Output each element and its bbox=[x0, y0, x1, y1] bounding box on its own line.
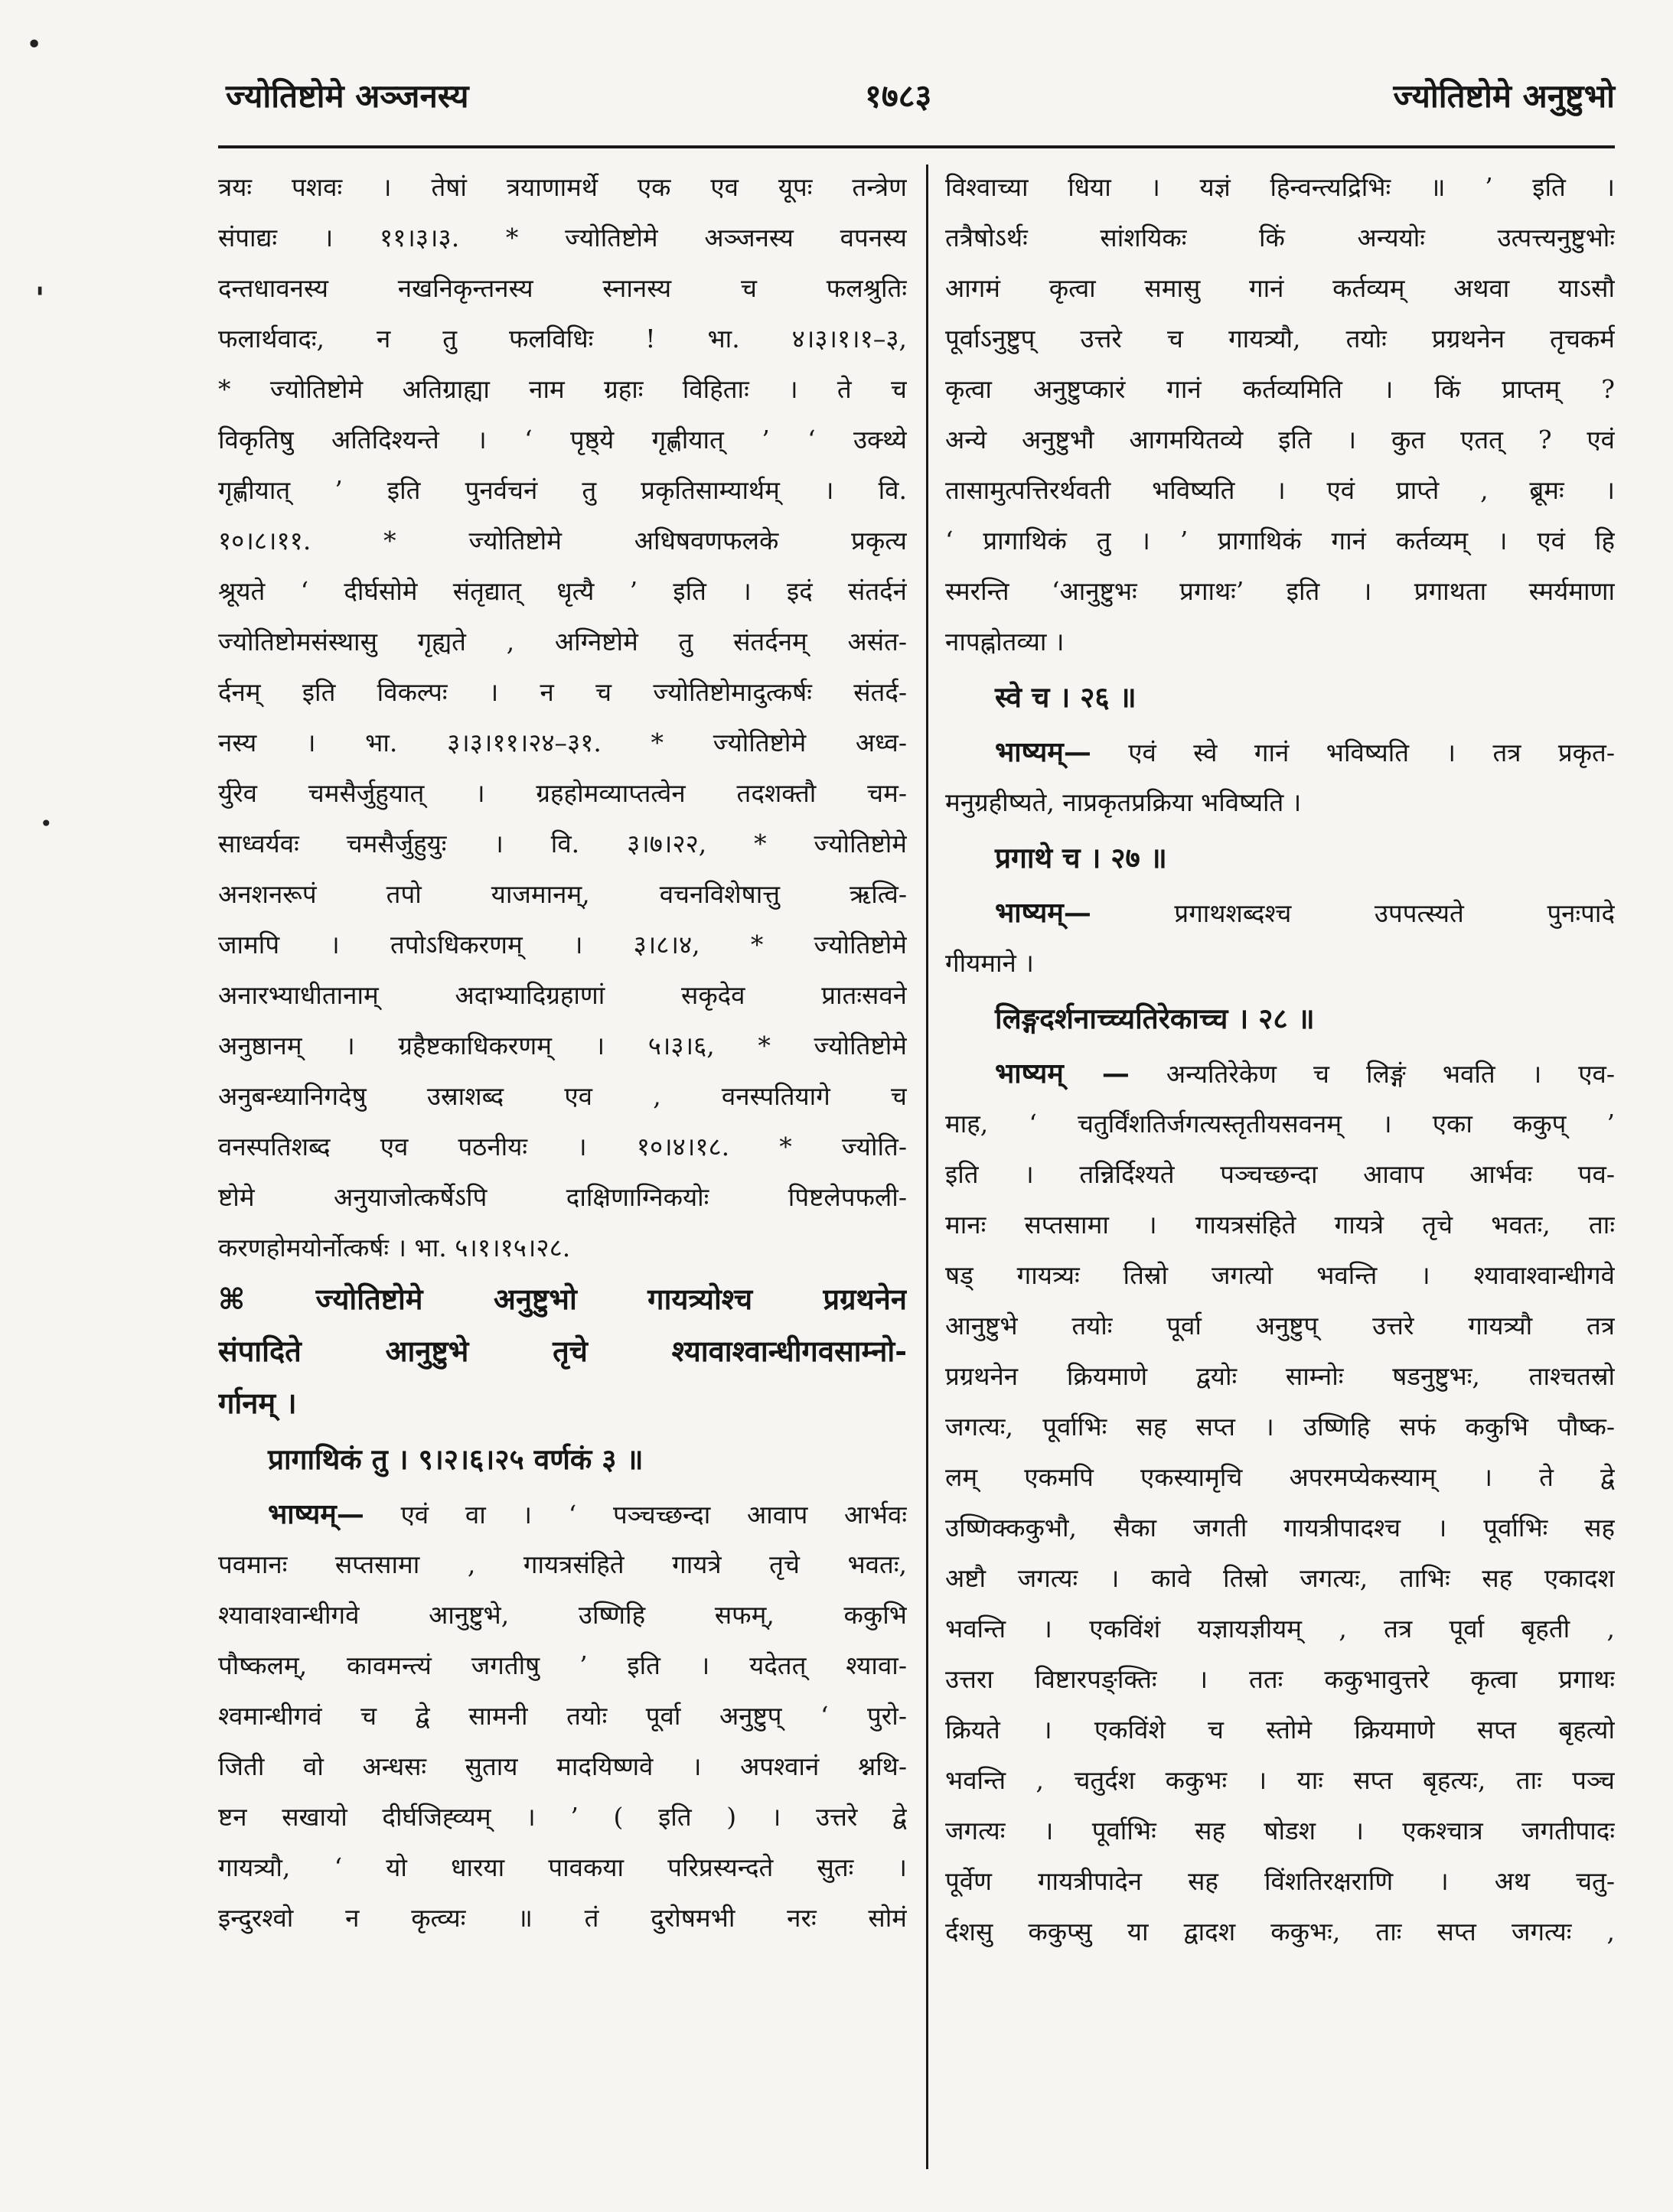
header-rule bbox=[218, 145, 1615, 148]
bhashya-label: भाष्यम्— bbox=[995, 736, 1091, 768]
bhashya-text: प्रगाथशब्दश्च उपपत्स्यते पुनःपादे bbox=[1174, 898, 1615, 928]
page-header bbox=[218, 73, 1615, 135]
text-line: अन्ये अनुष्टुभौ आगमयितव्ये इति । कुत एतत् ? एवं bbox=[945, 425, 1615, 454]
text-line: आगमं कृत्वा समासु गानं कर्तव्यम् अथवा याऽसौ bbox=[945, 273, 1615, 303]
text-line: नस्य । भा. ३।३।११।२४–३१. * ज्योतिष्टोमे अध्व- bbox=[218, 728, 907, 757]
bhashya-text: अन्यतिरेकेण च लिङ्गं भवति । एव- bbox=[1166, 1059, 1615, 1089]
text-line: पौष्कलम्, कावमन्त्यं जगतीषु ’ इति । यदेतत् श्यावा- bbox=[218, 1650, 907, 1680]
text-line: षड् गायत्र्यः तिस्रो जगत्यो भवन्ति । श्यावाश्वान्धीगवे bbox=[945, 1260, 1615, 1290]
text-line: र्दनम् इति विकल्पः । न च ज्योतिष्टोमादुत्कर्षः संतर्द- bbox=[218, 677, 907, 707]
text-line: तासामुत्पत्तिरर्थवती भविष्यति । एवं प्राप्ते , ब्रूमः । bbox=[945, 475, 1615, 505]
text-line: साध्वर्यवः चमसैर्जुहुयुः । वि. ३।७।२२, * ज्योतिष्टोमे bbox=[218, 829, 907, 858]
bhashya-line bbox=[218, 1489, 907, 1539]
page-number: १७८३ bbox=[865, 77, 932, 115]
text-line: इन्दुरश्वो न कृत्व्यः ॥ तं दुरोषमभी नरः सोमं bbox=[218, 1903, 907, 1933]
text-line: गृह्णीयात् ’ इति पुनर्वचनं तु प्रकृतिसाम्यार्थम् । वि. bbox=[218, 475, 907, 505]
text-line: अनारभ्याधीतानाम् अदाभ्यादिग्रहाणां सकृदेव प्रातःसवने bbox=[218, 980, 907, 1010]
text-line: ष्टन सखायो दीर्घजिह्व्यम् । ’ ( इति ) । उत्तरे द्वे bbox=[218, 1802, 907, 1832]
text-line: इति । तन्निर्दिश्यते पञ्चच्छन्दा आवाप आर्भवः पव- bbox=[945, 1159, 1615, 1189]
sutra-line: प्रागाथिकं तु । ९।२।६।२५ वर्णकं ३ ॥ bbox=[268, 1442, 644, 1476]
text-line: फलार्थवादः, न तु फलविधिः ! भा. ४।३।१।१–३, bbox=[218, 324, 907, 353]
text-line: अनुबन्ध्यानिगदेषु उस्राशब्द एव , वनस्पतियागे च bbox=[218, 1081, 907, 1111]
text-line: * ज्योतिष्टोमे अतिग्राह्या नाम ग्रहाः विहिताः । ते च bbox=[218, 374, 907, 404]
text-line: कृत्वा अनुष्टुप्कारं गानं कर्तव्यमिति । किं प्राप्तम् ? bbox=[945, 374, 1615, 404]
text-line: विश्वाच्या धिया । यज्ञं हिन्वन्त्यद्रिभिः ॥ ’ इति । bbox=[945, 172, 1615, 202]
text-line: जगत्यः । पूर्वाभिः सह षोडश । एकश्चात्र जगतीपादः bbox=[945, 1816, 1615, 1846]
text-line: १०।८।११. * ज्योतिष्टोमे अधिषवणफलके प्रकृत्य bbox=[218, 526, 907, 555]
bhashya-text: एवं स्वे गानं भविष्यति । तत्र प्रकृत- bbox=[1128, 738, 1615, 767]
text-line: उत्तरा विष्टारपङ्क्तिः । ततः ककुभावुत्तरे कृत्वा प्रगाथः bbox=[945, 1664, 1615, 1694]
bhashya-line bbox=[945, 727, 1615, 777]
text-line: नापह्नोतव्या । bbox=[945, 627, 1065, 656]
text-line: दन्तधावनस्य नखनिकृन्तनस्य स्नानस्य च फलश्रुतिः bbox=[218, 273, 907, 303]
margin-mark-top: • bbox=[26, 29, 43, 60]
section-heading-line: र्गानम् । bbox=[218, 1386, 297, 1420]
header-right-title: ज्योतिष्टोमे अनुष्टुभो bbox=[1393, 77, 1615, 115]
text-line: ष्टोमे अनुयाजोत्कर्षेऽपि दाक्षिणाग्निकयोः पिष्टलेपफली- bbox=[218, 1182, 907, 1212]
text-line: पूर्वेण गायत्रीपादेन सह विंशतिरक्षराणि । अथ चतु- bbox=[945, 1866, 1615, 1896]
text-line: स्मरन्ति ‘आनुष्टुभः प्रगाथः’ इति । प्रगाथता स्मर्यमाणा bbox=[945, 576, 1615, 606]
text-line: क्रियते । एकविंशे च स्तोमे क्रियमाणे सप्त बृहत्यो bbox=[945, 1715, 1615, 1745]
text-line: मनुग्रहीष्यते, नाप्रकृतप्रक्रिया भविष्यति । bbox=[945, 787, 1302, 817]
column-divider bbox=[926, 165, 928, 2169]
text-line: तत्रैषोऽर्थः सांशयिकः किं अन्ययोः उत्पत्त्यनुष्टुभोः bbox=[945, 223, 1615, 252]
text-line: र्युरेव चमसैर्जुहुयात् । ग्रहहोमव्याप्तत्वेन तदशक्तौ चम- bbox=[218, 778, 907, 808]
header-left-title: ज्योतिष्टोमे अञ्जनस्य bbox=[226, 77, 469, 115]
text-line: लम् एकमपि एकस्यामृचि अपरमप्येकस्याम् । ते द्वे bbox=[945, 1462, 1615, 1492]
text-line: करणहोमयोर्नोत्कर्षः । भा. ५।१।१५।२८. bbox=[218, 1233, 571, 1262]
bhashya-text: एवं वा । ‘ पञ्चच्छन्दा आवाप आर्भवः bbox=[400, 1500, 907, 1530]
bhashya-label: भाष्यम्— bbox=[268, 1498, 364, 1530]
text-line: पवमानः सप्तसामा , गायत्रसंहिते गायत्रे तृचे भवतः, bbox=[218, 1549, 907, 1579]
sutra-line: प्रगाथे च । २७ ॥ bbox=[995, 841, 1167, 875]
text-line: भवन्ति । एकविंशं यज्ञायज्ञीयम् , तत्र पूर्वा बृहती , bbox=[945, 1614, 1615, 1644]
text-line: विकृतिषु अतिदिश्यन्ते । ‘ पृष्ठ्ये गृह्णीयात् ’ ‘ उक्थ्ये bbox=[218, 425, 907, 454]
margin-mark-low: • bbox=[40, 811, 53, 836]
left-column bbox=[218, 162, 907, 2182]
section-heading-line: ⌘ ज्योतिष्टोमे अनुष्टुभो गायत्र्योश्च प्रग्रथनेन bbox=[218, 1282, 907, 1316]
text-line: भवन्ति , चतुर्दश ककुभः । याः सप्त बृहत्यः, ताः पञ्च bbox=[945, 1765, 1615, 1795]
text-line: श्वमान्धीगवं च द्वे सामनी तयोः पूर्वा अनुष्टुप् ‘ पुरो- bbox=[218, 1701, 907, 1731]
bhashya-label: भाष्यम् — bbox=[995, 1057, 1130, 1090]
right-column bbox=[945, 162, 1615, 2182]
text-line: ‘ प्रागाथिकं तु । ’ प्रागाथिकं गानं कर्तव्यम् । एवं हि bbox=[945, 526, 1615, 555]
bhashya-line bbox=[945, 888, 1615, 938]
bhashya-label: भाष्यम्— bbox=[995, 897, 1091, 929]
text-line: मानः सप्तसामा । गायत्रसंहिते गायत्रे तृचे भवतः, ताः bbox=[945, 1210, 1615, 1240]
text-line: वनस्पतिशब्द एव पठनीयः । १०।४।१८. * ज्योति- bbox=[218, 1132, 907, 1161]
text-line: माह, ‘ चतुर्विंशतिर्जगत्यस्तृतीयसवनम् । एका ककुप् ’ bbox=[945, 1109, 1615, 1139]
text-line: ज्योतिष्टोमसंस्थासु गृह्यते , अग्निष्टोमे तु संतर्दनम् असंत- bbox=[218, 627, 907, 656]
sutra-line: लिङ्गदर्शनाच्च्यतिरेकाच्च । २८ ॥ bbox=[995, 1002, 1315, 1035]
text-line: श्रूयते ‘ दीर्घसोमे संतृद्यात् धृत्यै ’ इति । इदं संतर्दनं bbox=[218, 576, 907, 606]
text-line: गीयमाने । bbox=[945, 948, 1034, 978]
text-line: पूर्वाऽनुष्टुप् उत्तरे च गायत्र्यौ, तयोः प्रग्रथनेन तृचकर्म bbox=[945, 324, 1615, 353]
bhashya-line bbox=[945, 1048, 1615, 1099]
sutra-line: स्वे च । २६ ॥ bbox=[995, 680, 1137, 714]
text-line: प्रग्रथनेन क्रियमाणे द्वयोः साम्नोः षडनुष्टुभः, ताश्चतस्रो bbox=[945, 1361, 1615, 1391]
text-line: संपाद्यः । ११।३।३. * ज्योतिष्टोमे अञ्जनस्य वपनस्य bbox=[218, 223, 907, 252]
text-line: गायत्र्यौ, ‘ यो धारया पावकया परिप्रस्यन्दते सुतः । bbox=[218, 1852, 907, 1882]
text-line: त्रयः पशवः । तेषां त्रयाणामर्थे एक एव यूपः तन्त्रेण bbox=[218, 172, 907, 202]
text-line: जिती वो अन्धसः सुताय मादयिष्णवे । अपश्वानं श्नथि- bbox=[218, 1751, 907, 1781]
section-heading-line: संपादिते आनुष्टुभे तृचे श्यावाश्वान्धीगवसाम्नो- bbox=[218, 1334, 907, 1368]
text-line: र्दशसु ककुप्सु या द्वादश ककुभः, ताः सप्त जगत्यः , bbox=[945, 1917, 1615, 1946]
text-line: जामपि । तपोऽधिकरणम् । ३।८।४, * ज्योतिष्टोमे bbox=[218, 930, 907, 959]
text-line: जगत्यः, पूर्वाभिः सह सप्त । उष्णिहि सफं ककुभि पौष्क- bbox=[945, 1412, 1615, 1442]
text-line: श्यावाश्वान्धीगवे आनुष्टुभे, उष्णिहि सफम्, ककुभि bbox=[218, 1600, 907, 1630]
text-line: आनुष्टुभे तयोः पूर्वा अनुष्टुप् उत्तरे गायत्र्यौ तत्र bbox=[945, 1311, 1615, 1341]
margin-mark-mid: ' bbox=[35, 282, 45, 317]
text-line: उष्णिक्ककुभौ, सैका जगती गायत्रीपादश्च । पूर्वाभिः सह bbox=[945, 1513, 1615, 1543]
text-line: अनशनरूपं तपो याजमानम्, वचनविशेषात्तु ऋत्वि- bbox=[218, 879, 907, 909]
text-line: अनुष्ठानम् । ग्रहैष्टकाधिकरणम् । ५।३।६, * ज्योतिष्टोमे bbox=[218, 1031, 907, 1060]
text-line: अष्टौ जगत्यः । कावे तिस्रो जगत्यः, ताभिः सह एकादश bbox=[945, 1563, 1615, 1593]
